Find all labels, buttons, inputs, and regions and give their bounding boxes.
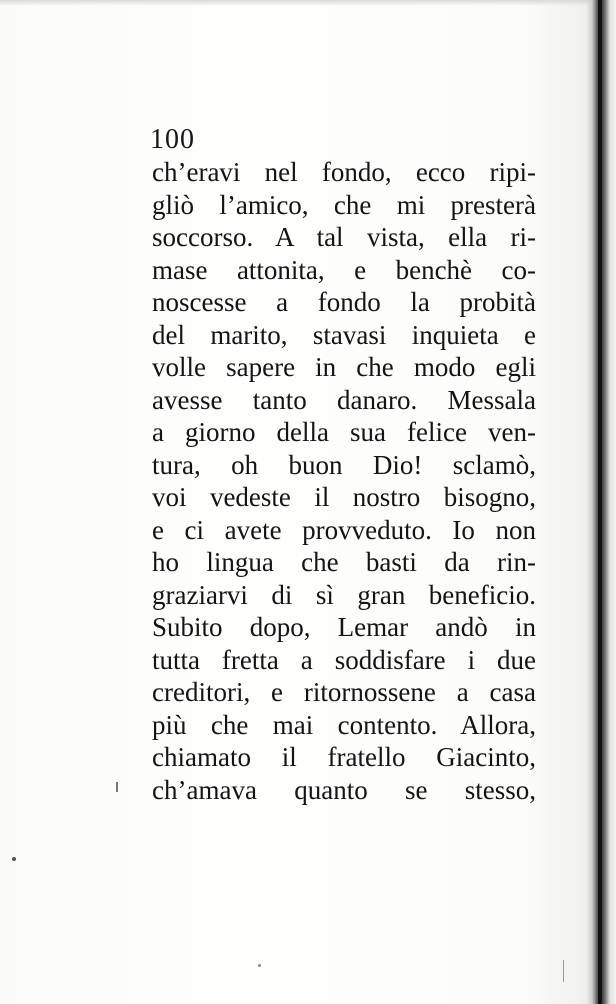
page-number: 100 — [150, 124, 195, 155]
text-line: gliò l’amico, che mi presterà — [152, 189, 536, 220]
text-line: a giorno della sua felice ven- — [152, 417, 536, 447]
text-line: mase attonita, e benchè co- — [152, 254, 536, 285]
body-text — [152, 156, 536, 806]
text-line: del marito, stavasi inquieta e — [152, 319, 536, 350]
text-line: ho lingua che basti da rin- — [152, 547, 536, 577]
paper-mark — [563, 960, 564, 982]
paper-mark — [116, 782, 118, 792]
text-line: voi vedeste il nostro bisogno, — [152, 482, 536, 512]
text-line: e ci avete provveduto. Io non — [152, 514, 536, 545]
paper-speck — [258, 964, 261, 967]
text-line: volle sapere in che modo egli — [152, 352, 536, 382]
text-line: ch’amava quanto se stesso, — [152, 774, 536, 805]
text-line: tutta fretta a soddisfare i due — [152, 644, 536, 675]
text-line: ch’eravi nel fondo, ecco ripi- — [152, 157, 536, 187]
text-line: avesse tanto danaro. Messala — [152, 384, 536, 415]
text-line: soccorso. A tal vista, ella ri- — [152, 222, 536, 252]
text-line: Subito dopo, Lemar andò in — [152, 612, 536, 642]
paper-speck — [12, 857, 16, 861]
text-line: noscesse a fondo la probità — [152, 287, 536, 317]
text-line: più che mai contento. Allora, — [152, 709, 536, 740]
page-binding-line — [598, 0, 602, 1004]
text-line: creditori, e ritornossene a casa — [152, 677, 536, 707]
text-line: tura, oh buon Dio! sclamò, — [152, 449, 536, 480]
page-top-edge — [0, 0, 616, 6]
text-line: chiamato il fratello Giacinto, — [152, 742, 536, 772]
text-line: graziarvi di sì gran beneficio. — [152, 579, 536, 610]
